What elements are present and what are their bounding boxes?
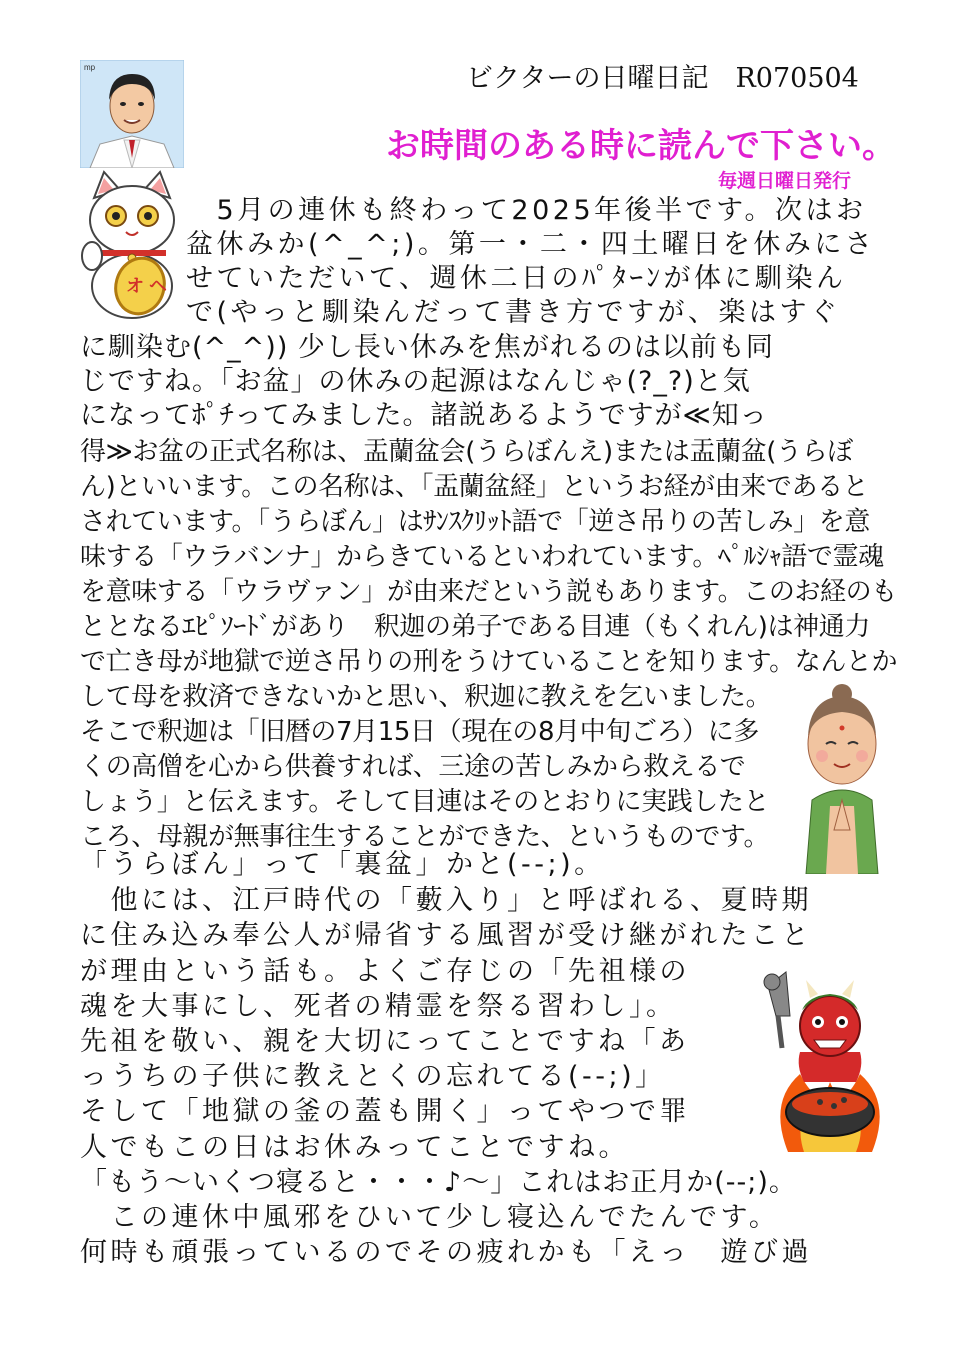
body-line: くの高僧を心から供養すれば、三途の苦しみから救えるで [80, 752, 746, 782]
demon-cauldron-illustration [760, 962, 900, 1156]
body-line: 味する「ウラバンナ」からきているといわれています。ﾍﾟﾙｼｬ語で霊魂 [80, 542, 884, 572]
body-line: そして「地獄の釜の蓋も開く」ってやつで罪 [80, 1096, 690, 1127]
cat-coin-text: オ ヘ [126, 276, 168, 296]
body-line: で(やっと馴染んだって書き方ですが、楽はすぐ [186, 297, 841, 328]
author-avatar [80, 60, 184, 168]
body-line: 何時も頑張っているのでその疲れかも「えっ 遊び過 [80, 1237, 812, 1268]
body-line: 先祖を敬い、親を大切にってことですね「あ [80, 1026, 690, 1057]
lucky-cat-illustration [80, 168, 184, 320]
body-line: ととなるｴﾋﾟｿｰﾄﾞがあり 釈迦の弟子である目連（もくれん)は神通力 [80, 612, 870, 642]
body-line: されています。「うらぼん」はｻﾝｽｸﾘｯﾄ語で「逆さ吊りの苦しみ」を意 [80, 507, 870, 537]
body-line: 得≫お盆の正式名称は、盂蘭盆会(うらぼんえ)または盂蘭盆(うらぼ [80, 437, 853, 467]
buddha-illustration [790, 680, 894, 874]
newsletter-title: ビクターの日曜日記 R070504 [466, 63, 859, 94]
body-line: 「うらぼん」って「裏盆」かと(--;)。 [80, 849, 605, 880]
body-line: 5月の連休も終わって2025年後半です。次はお [186, 195, 867, 226]
body-line: に住み込み奉公人が帰省する風習が受け継がれたこと [80, 920, 812, 951]
body-line: が理由という話も。よくご存じの「先祖様の [80, 956, 690, 987]
body-line: 魂を大事にし、死者の精霊を祭る習わし」。 [80, 991, 677, 1022]
body-line: になってﾎﾟﾁってみました。諸説あるようですが≪知っ [80, 400, 768, 431]
issue-note: 毎週日曜日発行 [718, 170, 852, 192]
body-line: じですね。「お盆」の休みの起源はなんじゃ(?_?)と気 [80, 366, 751, 397]
body-line: この連休中風邪をひいて少し寝込んでたんです。 [80, 1202, 780, 1233]
body-line: 盆休みか(^_^;)。第一・二・四土曜日を休みにさ [186, 229, 876, 260]
body-line: を意味する「ウラヴァン」が由来だという説もあります。このお経のも [80, 577, 897, 607]
body-line: しょう」と伝えます。そして目連はそのとおりに実践したと [80, 787, 770, 817]
body-line: 他には、江戸時代の「藪入り」と呼ばれる、夏時期 [80, 885, 812, 916]
body-line: に馴染む(^_^)) 少し長い休みを焦がれるのは以前も同 [80, 332, 774, 363]
body-line: せていただいて、週休二日のﾊﾟﾀｰﾝが体に馴染ん [186, 263, 847, 294]
tagline: お時間のある時に読んで下さい。 [386, 126, 896, 166]
body-line: っうちの子供に教えとくの忘れてる(--;)」 [80, 1061, 666, 1092]
body-line: で亡き母が地獄で逆さ吊りの刑をうけていることを知ります。なんとか [80, 647, 898, 677]
body-line: して母を救済できないかと思い、釈迦に教えを乞いました。 [80, 682, 772, 712]
body-line: そこで釈迦は「旧暦の7月15日（現在の8月中旬ごろ）に多 [80, 717, 759, 747]
body-line: 人でもこの日はお休みってことですね。 [80, 1132, 629, 1163]
body-line: ん)といいます。この名称は、「盂蘭盆経」というお経が由来であると [80, 472, 869, 502]
avatar-initials: mp [84, 63, 96, 72]
body-line: ころ、母親が無事往生することができた、というものです。 [80, 822, 770, 852]
body-line: 「もう～いくつ寝ると・・・♪～」これはお正月か(--;)。 [80, 1167, 797, 1198]
